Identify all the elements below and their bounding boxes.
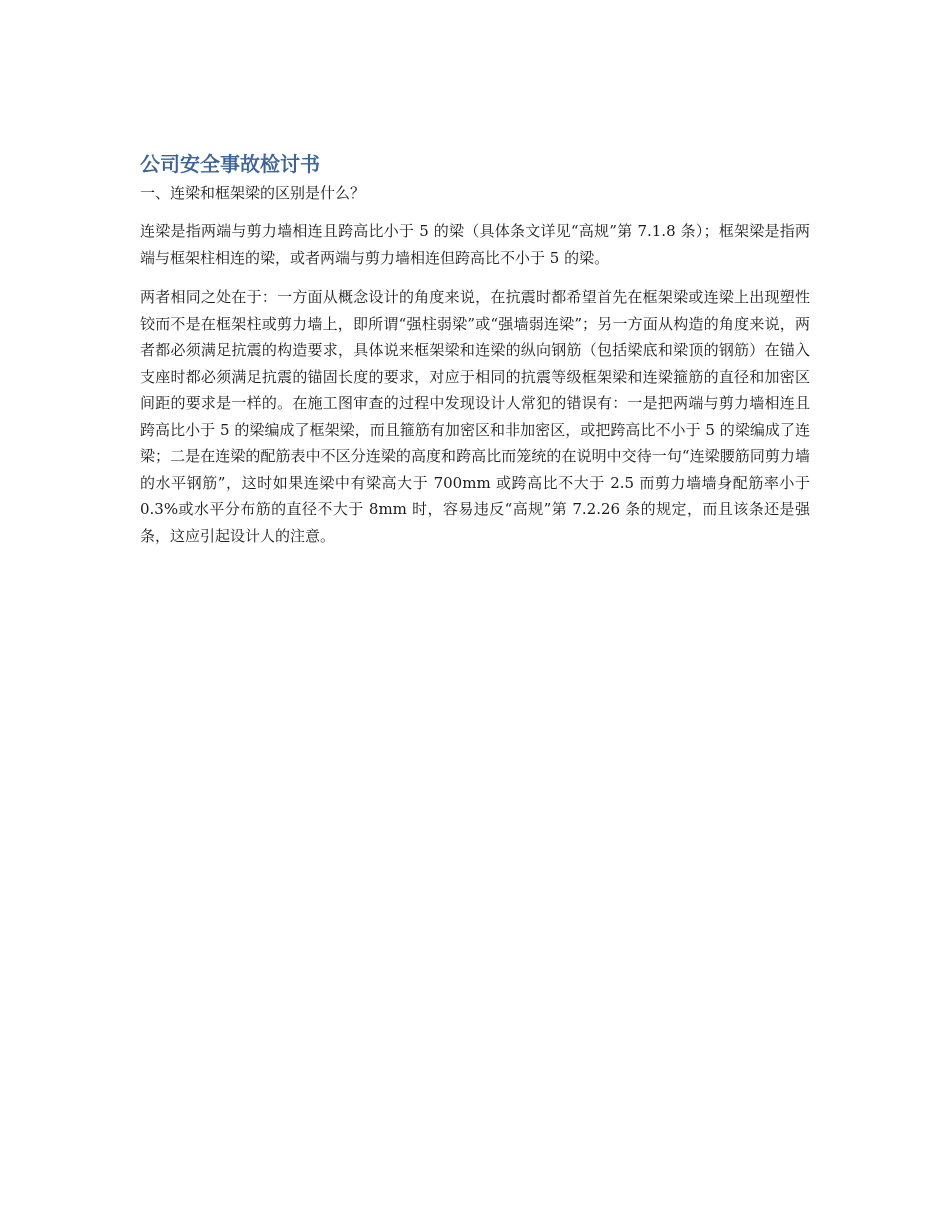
paragraph-comparison: 两者相同之处在于：一方面从概念设计的角度来说，在抗震时都希望首先在框架梁或连梁上出现塑性铰而不是在框架柱或剪力墙上，即所谓“强柱弱梁”或“强墙弱连梁”；另一方面从构造的角度来说，两者都必须满足抗震的构造要求，具体说来框架梁和连梁的纵向钢筋（包括梁底和梁顶的钢筋）在锚入支座时都必须满足抗震的锚固长度的要求，对应于相同的抗震等级框架梁和连梁箍筋的直径和加密区间距的要求是一样的。在施工图审查的过程中发现设计人常犯的错误有：一是把两端与剪力墙相连且跨高比小于 5 的梁编成了框架梁，而且箍筋有加密区和非加密区，或把跨高比不小于 5 的梁编成了连梁；二是在连梁的配筋表中不区分连梁的高度和跨高比而笼统的在说明中交待一句“连梁腰筋同剪力墙的水平钢筋”，这时如果连梁中有梁高大于 700mm 或跨高比不大于 2.5 而剪力墙墙身配筋率小于 0.3%或水平分布筋的直径不大于 8mm 时，容易违反“高规”第 7.2.26 条的规定，而且该条还是强条，这应引起设计人的注意。 [140, 288, 810, 545]
document-title: 公司安全事故检讨书 [140, 152, 320, 176]
document-body [140, 150, 810, 562]
paragraph-definition: 连梁是指两端与剪力墙相连且跨高比小于 5 的梁（具体条文详见“高规”第 7.1.8 条）；框架梁是指两端与框架柱相连的梁，或者两端与剪力墙相连但跨高比不小于 5 的梁。 [140, 222, 810, 267]
section-heading: 一、连梁和框架梁的区别是什么？ [140, 184, 366, 202]
